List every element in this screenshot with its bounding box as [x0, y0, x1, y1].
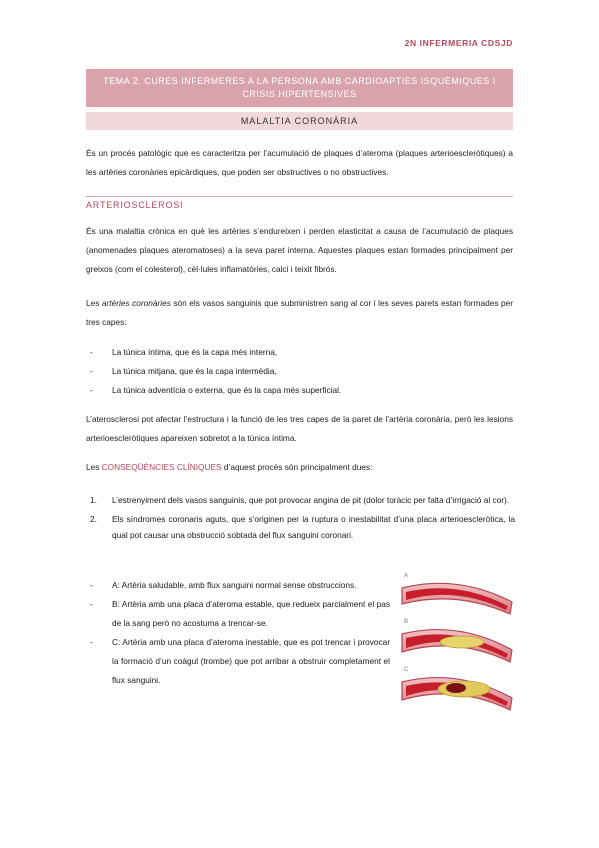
layers-text-pre: Les	[86, 298, 102, 308]
artery-unstable-plaque-image	[402, 667, 512, 710]
figure-label-b: B	[404, 619, 409, 625]
list-item: - C: Artèria amb una placa d’ateroma inestable, que es pot trencar i provocar la formació d’un coàgul (trombe) que pot arribar a obstruir completament el flux sanguini.	[90, 637, 390, 685]
list-item: - La túnica adventícia o externa, que és la capa més superficial.	[90, 385, 342, 395]
list-item: - La túnica íntima, que és la capa més interna,	[90, 347, 278, 357]
definition-paragraph: És una malaltia crònica en què les artèries s’endureixen i perden elasticitat a causa de l’acumulació de plaques (anomenades plaques ateromatoses) a la seva paret interna. Aquestes plaques estan formades principalment per greixos (com el colesterol), cèl·lules inflamatòries, calci i teixit fibrós.	[86, 226, 513, 274]
consequences-intro: Les CONSEQÜÈNCIES CLÍNIQUES d’aquest procés són principalment dues:	[86, 462, 373, 472]
section-title: MALALTIA CORONÀRIA	[86, 112, 513, 130]
list-item: - A: Artèria saludable, amb flux sanguini normal sense obstruccions.	[90, 580, 357, 590]
layers-list	[90, 343, 510, 400]
clinical-consequences-term: CONSEQÜÈNCIES CLÍNIQUES	[101, 462, 222, 472]
coronary-layers-paragraph	[86, 294, 513, 332]
layers-text-post: són els vasos sanguinis que subministren sang al cor i les seves parets estan formades per tres capes:	[86, 298, 513, 327]
intro-paragraph: És un procés patològic que es caracteritza per l’acumulació de plaques d’ateroma (plaques arterioescleròtiques) a les artèries coronàries epicàrdiques, que poden ser obstructives o no obstructives.	[86, 148, 513, 177]
consequences-list	[90, 492, 515, 546]
list-item: - La túnica mitjana, que és la capa intermèdia,	[90, 366, 277, 376]
subheading-arteriosclerosi: ARTERIOSCLEROSI	[86, 200, 184, 210]
list-item: - B: Artèria amb una placa d’ateroma estable, que redueix parcialment el pas de la sang però no acostuma a trencar-se.	[90, 599, 390, 628]
artery-stable-plaque-image	[402, 619, 512, 662]
topic-title-line-2: CRISIS HIPERTENSIVES	[242, 89, 357, 99]
atherosclerosis-effect-paragraph: L’aterosclerosi pot afectar l’estructura i la funció de les tres capes de la paret de l’artèria coronària, però les lesions arterioescleròtiques apareixen sobretot a la túnica íntima.	[86, 414, 513, 443]
topic-title-banner	[86, 69, 513, 107]
artery-healthy-image	[402, 573, 512, 614]
coronary-arteries-term: artèries coronàries	[101, 298, 171, 308]
figure-legend-list	[90, 576, 390, 690]
artery-illustration	[398, 568, 516, 714]
list-item: 2. Els síndromes coronaris aguts, que s’originen per la ruptura o inestabilitat d’una placa arterioescleròtica, la qual pot causar una obstrucció sobtada del flux sanguini coronari.	[90, 514, 515, 540]
figure-label-a: A	[404, 573, 409, 579]
list-item: 1. L’estrenyiment dels vasos sanguinis, que pot provocar angina de pit (dolor toràcic per falta d’irrigació al cor).	[90, 495, 510, 505]
figure-label-c: C	[404, 667, 409, 673]
course-header: 2N INFERMERIA CDSJD	[404, 38, 513, 48]
heading-divider	[86, 196, 513, 197]
topic-title-line-1: TEMA 2. CURES INFERMERES A LA PERSONA AMB CARDIOAPTIES ISQUÈMIQUES I	[103, 76, 496, 86]
